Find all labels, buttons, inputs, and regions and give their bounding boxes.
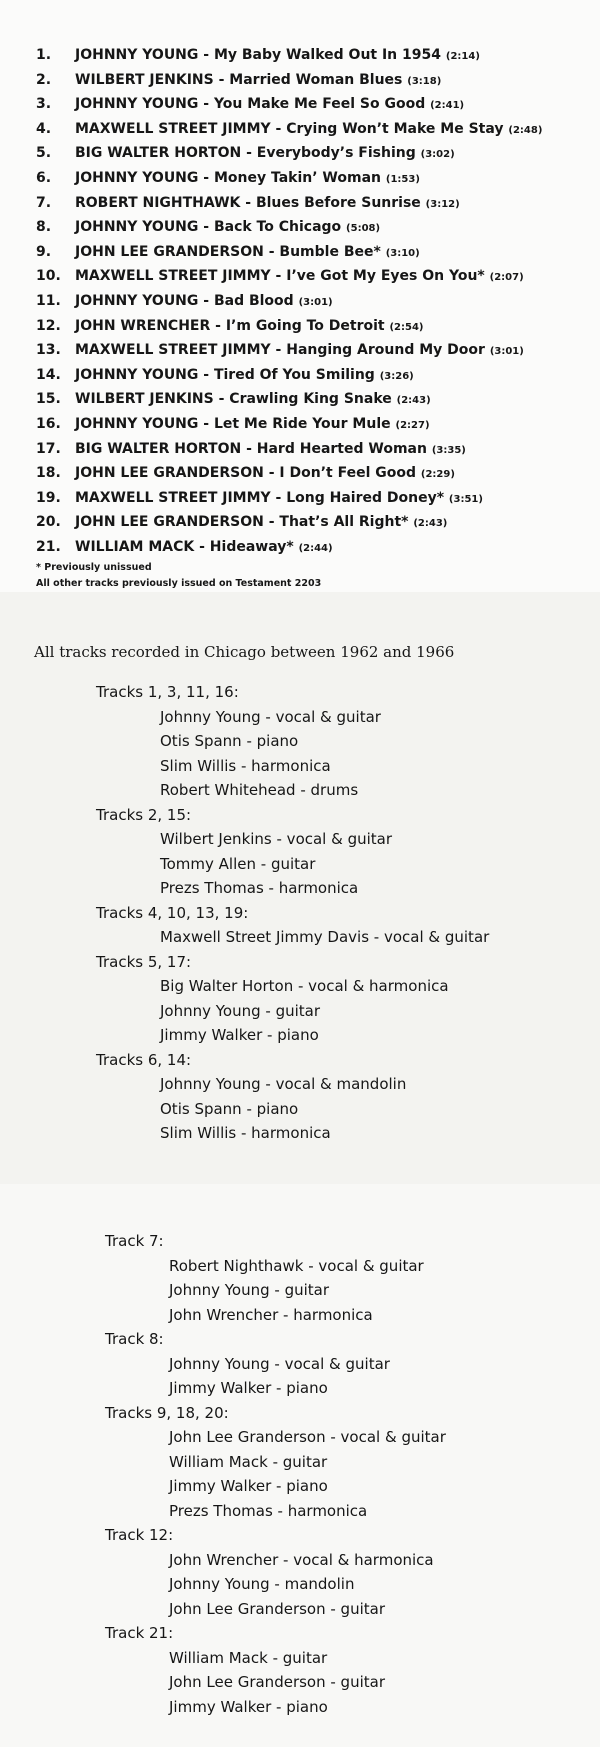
track-artist: JOHN WRENCHER — [75, 317, 211, 334]
track-number: 6. — [36, 169, 52, 186]
track-duration: (3:01) — [298, 296, 333, 308]
credit-group-header: Track 7: — [105, 1232, 164, 1250]
tracklist-panel — [0, 0, 600, 592]
track-row — [36, 141, 542, 166]
track-title: Let Me Ride Your Mule — [213, 415, 391, 432]
track-artist: MAXWELL STREET JIMMY — [75, 342, 271, 359]
track-duration: (3:10) — [385, 247, 420, 259]
track-artist: JOHNNY YOUNG — [75, 47, 199, 63]
track-separator: - — [270, 268, 287, 285]
recording-intro: All tracks recorded in Chicago between 1962 and 1966 — [34, 643, 455, 661]
track-duration: (2:27) — [395, 419, 430, 431]
credit-musician: Jimmy Walker - piano — [169, 1477, 328, 1495]
credit-musician: Johnny Young - vocal & guitar — [169, 1354, 390, 1373]
track-duration: (2:41) — [430, 100, 465, 112]
credit-musician: Robert Whitehead - drums — [160, 781, 359, 799]
track-duration: (1:53) — [385, 173, 420, 185]
track-duration: (3:51) — [448, 493, 483, 505]
track-separator: - — [270, 120, 287, 137]
track-duration: (2:44) — [298, 542, 333, 554]
credit-musician: John Wrencher - harmonica — [169, 1305, 373, 1324]
credit-musician: Jimmy Walker - piano — [169, 1697, 328, 1716]
footnote-previously-issued: All other tracks previously issued on Testament 2203 — [36, 578, 322, 589]
track-title: Crawling King Snake — [229, 391, 392, 408]
track-title: Hideaway* — [209, 538, 294, 555]
track-number: 4. — [36, 120, 52, 137]
track-row — [36, 92, 542, 117]
credit-musician: Jimmy Walker - piano — [160, 1026, 319, 1044]
credit-group-header: Tracks 4, 10, 13, 19: — [96, 903, 249, 922]
track-separator: - — [263, 465, 280, 482]
track-row — [36, 68, 542, 93]
credit-musician: John Wrencher - vocal & harmonica — [169, 1550, 434, 1569]
track-separator: - — [213, 71, 230, 88]
credit-musician: Tommy Allen - guitar — [160, 854, 316, 873]
credit-musician: Robert Nighthawk - vocal & guitar — [169, 1256, 424, 1275]
track-number: 10. — [36, 268, 61, 285]
track-number: 3. — [36, 96, 52, 113]
track-number: 5. — [36, 145, 52, 162]
track-duration: (3:01) — [489, 346, 524, 358]
track-separator: - — [263, 514, 280, 531]
track-row — [36, 461, 542, 486]
track-number: 12. — [36, 317, 61, 334]
credit-musician: Johnny Young - guitar — [160, 1001, 321, 1020]
track-separator: - — [241, 145, 257, 162]
credit-musician: Slim Willis - harmonica — [160, 1124, 331, 1142]
track-duration: (2:54) — [389, 321, 424, 333]
track-number: 15. — [36, 391, 61, 408]
track-number: 2. — [36, 71, 52, 88]
track-number: 14. — [36, 366, 61, 383]
track-number: 16. — [36, 415, 61, 432]
track-duration: (3:26) — [379, 370, 414, 382]
track-separator: - — [198, 415, 214, 432]
credit-musician: Prezs Thomas - harmonica — [160, 879, 359, 897]
credit-musician: Prezs Thomas - harmonica — [169, 1501, 368, 1520]
track-separator: - — [270, 489, 287, 506]
track-separator: - — [240, 194, 256, 211]
track-artist: JOHN LEE GRANDERSON — [75, 514, 264, 531]
track-row — [36, 412, 542, 437]
track-artist: JOHNNY YOUNG — [75, 415, 199, 432]
track-row — [36, 264, 542, 289]
track-duration: (2:48) — [508, 124, 543, 136]
track-title: I’m Going To Detroit — [225, 317, 385, 334]
credit-musician: Otis Spann - piano — [160, 732, 299, 750]
track-title: Bad Blood — [213, 292, 294, 309]
track-number: 7. — [36, 194, 52, 211]
credit-musician: Otis Spann - piano — [160, 1099, 299, 1118]
track-title: Crying Won’t Make Me Stay — [286, 120, 504, 137]
track-artist: MAXWELL STREET JIMMY — [75, 268, 271, 285]
track-title: Hard Hearted Woman — [256, 440, 427, 457]
track-row — [36, 289, 542, 314]
track-artist: BIG WALTER HORTON — [75, 145, 242, 162]
credit-group-header: Track 12: — [105, 1526, 174, 1544]
track-title: Blues Before Sunrise — [255, 194, 421, 211]
track-title: Married Woman Blues — [229, 71, 403, 88]
track-artist: JOHNNY YOUNG — [75, 292, 199, 309]
track-title: My Baby Walked Out In 1954 — [213, 47, 441, 63]
track-separator: - — [198, 366, 214, 383]
track-row — [36, 486, 542, 511]
track-title: That’s All Right* — [279, 514, 409, 531]
track-title: You Make Me Feel So Good — [213, 96, 426, 113]
credit-musician: Big Walter Horton - vocal & harmonica — [160, 977, 449, 995]
track-duration: (3:18) — [407, 75, 442, 87]
track-row — [36, 166, 542, 191]
track-separator: - — [198, 47, 214, 63]
credit-group-header: Tracks 5, 17: — [96, 952, 192, 971]
track-artist: WILBERT JENKINS — [75, 71, 214, 88]
track-number: 8. — [36, 219, 52, 236]
credit-musician: William Mack - guitar — [169, 1452, 328, 1471]
track-title: I Don’t Feel Good — [279, 465, 416, 482]
credit-musician: Maxwell Street Jimmy Davis - vocal & guitar — [160, 928, 490, 946]
track-separator: - — [270, 342, 287, 359]
track-number: 17. — [36, 440, 61, 457]
track-duration: (3:12) — [425, 198, 460, 210]
track-artist: JOHN LEE GRANDERSON — [75, 243, 264, 260]
track-row — [36, 363, 542, 388]
track-duration: (2:29) — [420, 469, 455, 481]
track-number: 13. — [36, 342, 61, 359]
track-number: 21. — [36, 538, 61, 555]
credit-musician: William Mack - guitar — [169, 1648, 328, 1667]
credit-musician: Johnny Young - vocal & guitar — [160, 707, 381, 726]
track-artist: JOHN LEE GRANDERSON — [75, 465, 264, 482]
credit-musician: Jimmy Walker - piano — [169, 1379, 328, 1397]
credit-group-header: Tracks 9, 18, 20: — [105, 1403, 229, 1422]
credit-musician: Slim Willis - harmonica — [160, 756, 331, 775]
track-separator: - — [241, 440, 257, 457]
credit-musician: Johnny Young - guitar — [169, 1281, 330, 1299]
track-title: Hanging Around My Door — [286, 342, 485, 359]
track-duration: (2:14) — [445, 51, 480, 62]
track-title: Back To Chicago — [213, 219, 342, 236]
credit-musician: Johnny Young - vocal & mandolin — [160, 1075, 407, 1093]
track-title: Long Haired Doney* — [286, 489, 445, 506]
track-row — [36, 535, 542, 560]
track-number: 9. — [36, 243, 52, 260]
track-number: 20. — [36, 514, 61, 531]
track-row — [36, 191, 542, 216]
track-row — [36, 338, 542, 363]
track-row — [36, 240, 542, 265]
track-title: Money Takin’ Woman — [213, 169, 381, 186]
track-duration: (3:02) — [420, 149, 455, 161]
track-artist: MAXWELL STREET JIMMY — [75, 489, 271, 506]
track-number: 11. — [36, 292, 61, 309]
track-separator: - — [198, 169, 214, 186]
track-artist: ROBERT NIGHTHAWK — [75, 194, 241, 211]
track-artist: JOHNNY YOUNG — [75, 169, 199, 186]
track-row — [36, 387, 542, 412]
track-row — [36, 215, 542, 240]
track-title: Tired Of You Smiling — [213, 366, 375, 383]
track-row — [36, 510, 542, 535]
track-number: 18. — [36, 465, 61, 482]
credit-musician: Johnny Young - mandolin — [169, 1575, 355, 1593]
track-artist: JOHNNY YOUNG — [75, 96, 199, 113]
credit-group-header: Track 8: — [105, 1330, 164, 1348]
credits-list-a — [96, 680, 489, 1146]
track-row — [36, 43, 542, 68]
track-number: 19. — [36, 489, 61, 506]
credit-group-header: Tracks 2, 15: — [96, 805, 192, 824]
track-duration: (2:07) — [489, 272, 524, 284]
credit-musician: John Lee Granderson - guitar — [169, 1673, 385, 1691]
track-separator: - — [263, 243, 280, 260]
credit-group-header: Tracks 1, 3, 11, 16: — [96, 683, 239, 701]
track-separator: - — [198, 219, 214, 236]
track-artist: BIG WALTER HORTON — [75, 440, 242, 457]
track-separator: - — [198, 96, 214, 113]
track-duration: (5:08) — [346, 223, 381, 235]
track-title: I’ve Got My Eyes On You* — [286, 268, 485, 285]
credit-musician: John Lee Granderson - vocal & guitar — [169, 1428, 446, 1446]
track-title: Everybody’s Fishing — [256, 145, 416, 162]
track-duration: (2:43) — [413, 518, 448, 530]
track-list — [36, 43, 542, 559]
track-row — [36, 314, 542, 339]
credit-musician: John Lee Granderson - guitar — [169, 1599, 385, 1618]
track-artist: WILLIAM MACK — [75, 538, 195, 555]
track-artist: WILBERT JENKINS — [75, 391, 214, 408]
track-title: Bumble Bee* — [279, 243, 381, 260]
track-separator: - — [198, 292, 214, 309]
credit-group-header: Tracks 6, 14: — [96, 1050, 192, 1069]
credit-musician: Wilbert Jenkins - vocal & guitar — [160, 830, 393, 848]
track-artist: MAXWELL STREET JIMMY — [75, 120, 271, 137]
track-row — [36, 117, 542, 142]
credit-group-header: Track 21: — [105, 1624, 174, 1642]
track-artist: JOHNNY YOUNG — [75, 219, 199, 236]
credits-list-b — [105, 1229, 446, 1719]
footnote-unissued: * Previously unissued — [36, 562, 152, 573]
track-artist: JOHNNY YOUNG — [75, 366, 199, 383]
track-row — [36, 437, 542, 462]
track-separator: - — [213, 391, 230, 408]
track-separator: - — [210, 317, 226, 334]
track-separator: - — [194, 538, 210, 555]
track-duration: (2:43) — [396, 395, 431, 407]
track-duration: (3:35) — [431, 444, 466, 456]
track-number: 1. — [36, 47, 52, 63]
